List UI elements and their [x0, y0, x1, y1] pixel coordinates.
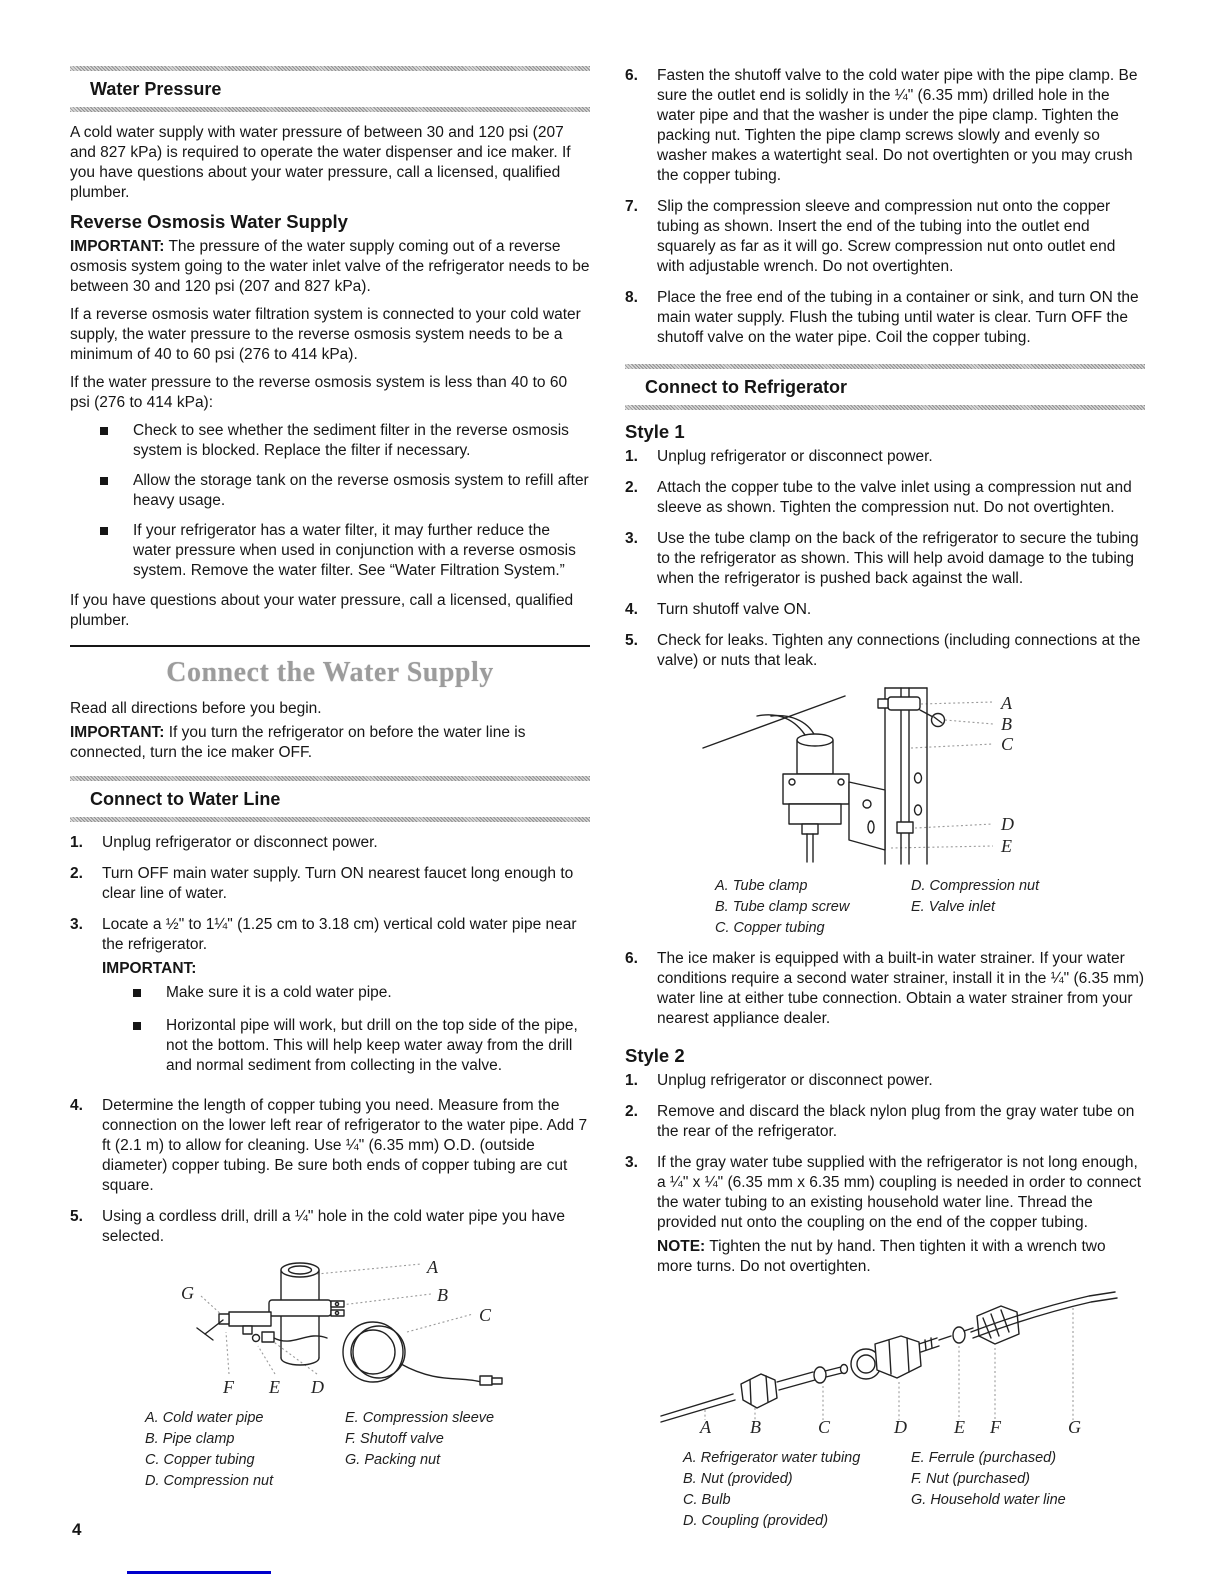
diagram-label-g: G	[1068, 1417, 1081, 1437]
step-text: Using a cordless drill, drill a ¼" hole in the cold water pipe you have selected.	[102, 1208, 565, 1245]
header-rule-bottom	[70, 107, 590, 112]
caption-column	[345, 1408, 590, 1492]
subheading-reverse-osmosis: Reverse Osmosis Water Supply	[70, 211, 348, 232]
diagram-caption: G. Packing nut	[345, 1452, 441, 1468]
divider-rule	[70, 645, 590, 647]
diagram-caption: F. Shutoff valve	[345, 1431, 444, 1447]
step-number: 3.	[625, 530, 638, 547]
tube-clamp-screw	[920, 710, 945, 727]
header-rule-top	[70, 66, 590, 71]
page-title: Connect the Water Supply	[166, 657, 494, 688]
header-rule-bottom	[70, 817, 590, 822]
step-number: 6.	[625, 67, 638, 84]
list-item	[133, 1016, 590, 1080]
numbered-step	[625, 1071, 1145, 1095]
bullet-square-icon	[133, 1022, 141, 1030]
diagram-captions	[683, 1448, 1145, 1532]
numbered-step	[70, 833, 590, 857]
caption-column	[715, 876, 911, 939]
diagram-caption: C. Copper tubing	[715, 920, 825, 936]
diagram-caption: D. Compression nut	[145, 1473, 274, 1489]
diagram-caption: B. Pipe clamp	[145, 1431, 235, 1447]
step-number: 6.	[625, 950, 638, 967]
header-rule-top	[625, 364, 1145, 369]
bulb-end	[777, 1365, 848, 1391]
paragraph: Read all directions before you begin.	[70, 700, 322, 717]
diagram-label-e: E	[954, 1417, 965, 1437]
step-text: Locate a ½" to 1¼" (1.25 cm to 3.18 cm) vertical cold water pipe near the refrigerator.	[102, 916, 577, 953]
diagram-caption: A. Refrigerator water tubing	[683, 1450, 861, 1466]
caption-column	[911, 876, 1145, 939]
diagram-label-d: D	[311, 1377, 324, 1397]
bullet-square-icon	[100, 427, 108, 435]
note-paragraph	[657, 1237, 1145, 1277]
caption-column	[145, 1408, 345, 1492]
mounting-channel	[885, 688, 927, 864]
diagram-caption: D. Coupling (provided)	[683, 1513, 829, 1529]
diagram-caption: E. Valve inlet	[911, 899, 996, 915]
step-number: 5.	[70, 1208, 83, 1225]
numbered-step	[625, 529, 1145, 593]
bullet-square-icon	[133, 989, 141, 997]
step-number: 4.	[625, 601, 638, 618]
header-rule-bottom	[625, 405, 1145, 410]
numbered-step	[625, 631, 1145, 675]
paragraph-important	[70, 237, 590, 297]
diagram-label-b: B	[1001, 714, 1012, 734]
numbered-step	[625, 600, 1145, 624]
important-label: IMPORTANT:	[102, 960, 197, 977]
paragraph-important	[70, 723, 590, 763]
note-text: Tighten the nut by hand. Then tighten it with a wrench two more turns. Do not overtighten.	[657, 1238, 1106, 1275]
list-item	[100, 521, 590, 581]
section-header-connect-refrigerator	[625, 364, 1145, 410]
step-text: Unplug refrigerator or disconnect power.	[657, 1072, 933, 1089]
bullet-text: Horizontal pipe will work, but drill on the top side of the pipe, not the bottom. This will help keep water away from the drill and normal sediment from collecting in the valve.	[166, 1017, 578, 1074]
section-title-connect-water-line: Connect to Water Line	[90, 789, 281, 809]
step-text: Turn OFF main water supply. Turn ON nearest faucet long enough to clear line of water.	[102, 865, 574, 902]
step-number: 5.	[625, 632, 638, 649]
diagram-label-c: C	[479, 1305, 492, 1325]
note-label: NOTE:	[657, 1238, 706, 1255]
numbered-step	[625, 1153, 1145, 1281]
paragraph: If the water pressure to the reverse osmosis system is less than 40 to 60 psi (276 to 414 kPa):	[70, 374, 568, 411]
diagram-label-g: G	[181, 1283, 194, 1303]
coupling-diagram	[625, 1288, 1145, 1442]
copper-tubing-line	[901, 688, 909, 864]
diagram-caption: E. Compression sleeve	[345, 1410, 495, 1426]
step-number: 1.	[625, 448, 638, 465]
diagram-caption: A. Cold water pipe	[145, 1410, 264, 1426]
step-number: 7.	[625, 198, 638, 215]
list-item	[100, 421, 590, 461]
numbered-step	[625, 66, 1145, 190]
step-text: Turn shutoff valve ON.	[657, 601, 812, 618]
diagram-label-b: B	[750, 1417, 761, 1437]
diagram-label-d: D	[894, 1417, 907, 1437]
copper-tubing-coil	[274, 1322, 502, 1385]
subheading-style1: Style 1	[625, 421, 685, 442]
section-title-connect-refrigerator: Connect to Refrigerator	[645, 377, 848, 397]
step-number: 2.	[625, 1103, 638, 1120]
section-title-water-pressure: Water Pressure	[90, 79, 222, 99]
step-text: Slip the compression sleeve and compression nut onto the copper tubing as shown. Insert the end of the tubing into the outlet end squarely as far as it will go. Screw compression nut onto outlet end with adjustable wrench. Do not overtighten.	[657, 198, 1116, 275]
numbered-step	[625, 447, 1145, 471]
numbered-step	[70, 1207, 590, 1251]
diagram-label-a: A	[427, 1257, 438, 1277]
diagram-caption: A. Tube clamp	[715, 878, 808, 894]
diagram-caption: C. Bulb	[683, 1492, 731, 1508]
bullet-text: Check to see whether the sediment filter in the reverse osmosis system is blocked. Replace the filter if necessary.	[133, 422, 569, 459]
diagram-caption: E. Ferrule (purchased)	[911, 1450, 1057, 1466]
water-valve-diagram	[625, 682, 1145, 870]
important-label: IMPORTANT:	[70, 724, 165, 741]
refrigerator-water-tubing	[661, 1394, 735, 1422]
ferrule-purchased	[939, 1327, 973, 1343]
page-number: 4	[72, 1520, 82, 1539]
diagram-label-b: B	[437, 1285, 448, 1305]
important-label: IMPORTANT:	[70, 238, 165, 255]
paragraph: A cold water supply with water pressure of between 30 and 120 psi (207 and 827 kPa) is required to operate the water dispenser and ice maker. If you have questions about your water pressure, call a licensed, qualified plumber.	[70, 124, 571, 201]
section-header-connect-water-line	[70, 776, 590, 822]
step-text: Unplug refrigerator or disconnect power.	[657, 448, 933, 465]
step-number: 1.	[70, 834, 83, 851]
bullet-text: Make sure it is a cold water pipe.	[166, 984, 392, 1001]
numbered-step	[625, 949, 1145, 1033]
diagram-label-f: F	[990, 1417, 1001, 1437]
right-column	[625, 66, 1145, 1544]
list-item	[100, 471, 590, 511]
step-text: Fasten the shutoff valve to the cold water pipe with the pipe clamp. Be sure the outlet end is solidly in the ¼" (6.35 mm) drilled hole in the water pipe and that the washer is under the pipe clamp. Tighten the packing nut. Tighten the pipe clamp screws slowly and evenly so washer makes a watertight seal. Do not overtighten or you may crush the copper tubing.	[657, 67, 1138, 184]
nut-provided	[741, 1374, 777, 1408]
step-number: 8.	[625, 289, 638, 306]
diagram-label-d: D	[1001, 814, 1014, 834]
diagram-caption: D. Compression nut	[911, 878, 1040, 894]
shutoff-valve	[197, 1312, 271, 1340]
step-text: Remove and discard the black nylon plug from the gray water tube on the rear of the refrigerator.	[657, 1103, 1135, 1140]
bullet-square-icon	[100, 477, 108, 485]
footer-accent-line	[127, 1571, 271, 1574]
header-rule-top	[70, 776, 590, 781]
numbered-step	[625, 478, 1145, 522]
step-text: Use the tube clamp on the back of the refrigerator to secure the tubing to the refrigerator as shown. This will help avoid damage to the tubing when the refrigerator is pushed back against the wall.	[657, 530, 1139, 587]
diagram-caption: C. Copper tubing	[145, 1452, 255, 1468]
step-number: 3.	[625, 1154, 638, 1171]
numbered-step	[70, 915, 590, 1089]
subheading-style2: Style 2	[625, 1045, 685, 1066]
important-text: If you turn the refrigerator on before the water line is connected, turn the ice maker OFF.	[70, 724, 526, 761]
diagram-label-a: A	[700, 1417, 711, 1437]
paragraph: If a reverse osmosis water filtration system is connected to your cold water supply, the water pressure to the reverse osmosis system needs to be a minimum of 40 to 60 psi (276 to 414 kPa).	[70, 306, 581, 363]
diagram-captions	[145, 1408, 590, 1492]
diagram-label-c: C	[818, 1417, 831, 1437]
bullet-text: Allow the storage tank on the reverse osmosis system to refill after heavy usage.	[133, 472, 589, 509]
diagram-caption: B. Nut (provided)	[683, 1471, 793, 1487]
caption-column	[683, 1448, 911, 1532]
diagram-captions	[715, 876, 1145, 939]
numbered-step	[625, 1102, 1145, 1146]
diagram-label-c: C	[1001, 734, 1014, 754]
cold-water-pipe-diagram-art	[125, 1258, 545, 1398]
step-text: Check for leaks. Tighten any connections (including connections at the valve) or nuts that leak.	[657, 632, 1141, 669]
two-column-layout	[70, 66, 1145, 1544]
step-number: 1.	[625, 1072, 638, 1089]
diagram-label-e: E	[1001, 836, 1012, 856]
water-valve-assembly	[757, 715, 885, 862]
water-valve-diagram-art	[695, 682, 1035, 867]
diagram-label-f: F	[223, 1377, 234, 1397]
step-number: 4.	[70, 1097, 83, 1114]
important-text: The pressure of the water supply coming out of a reverse osmosis system going to the water inlet valve of the refrigerator needs to be between 30 and 120 psi (207 and 827 kPa).	[70, 238, 590, 295]
tube-clamp	[878, 697, 920, 710]
coupling-provided	[851, 1336, 939, 1379]
cold-water-pipe-diagram	[70, 1258, 590, 1402]
diagram-label-e: E	[269, 1377, 280, 1397]
bullet-square-icon	[100, 527, 108, 535]
numbered-step	[70, 1096, 590, 1200]
diagram-label-a: A	[1001, 693, 1012, 713]
step-text: Determine the length of copper tubing you need. Measure from the connection on the lower left rear of refrigerator to the water pipe. Add 7 ft (2.1 m) to allow for cleaning. Use ¼" (6.35 mm) O.D. (outside diameter) copper tubing. Be sure both ends of copper tubing are cut square.	[102, 1097, 588, 1194]
coupling-diagram-art	[653, 1288, 1123, 1438]
step-text: The ice maker is equipped with a built-in water strainer. If your water conditions require a second water strainer, install it in the ¼" (6.35 mm) water line at either tube connection. Obtain a water strainer from your nearest appliance dealer.	[657, 950, 1145, 1027]
step-text: Attach the copper tube to the valve inlet using a compression nut and sleeve as shown. Tighten the compression nut. Do not overtighten.	[657, 479, 1132, 516]
step-text: Place the free end of the tubing in a container or sink, and turn ON the main water supply. Flush the tubing until water is clear. Turn OFF the shutoff valve on the water pipe. Coil the copper tubing.	[657, 289, 1139, 346]
compression-nut	[897, 822, 913, 833]
caption-column	[911, 1448, 1145, 1532]
diagram-caption: F. Nut (purchased)	[911, 1471, 1031, 1487]
pipe-clamp	[269, 1300, 344, 1316]
paragraph: If you have questions about your water pressure, call a licensed, qualified plumber.	[70, 592, 574, 629]
step-number: 2.	[70, 865, 83, 882]
diagram-caption: B. Tube clamp screw	[715, 899, 850, 915]
list-item	[133, 983, 590, 1007]
step-number: 3.	[70, 916, 83, 933]
numbered-step	[70, 864, 590, 908]
step-text: Unplug refrigerator or disconnect power.	[102, 834, 378, 851]
numbered-step	[625, 288, 1145, 352]
section-header-water-pressure	[70, 66, 590, 112]
compression-fitting	[253, 1332, 275, 1342]
left-column	[70, 66, 590, 1504]
numbered-step	[625, 197, 1145, 281]
step-number: 2.	[625, 479, 638, 496]
nut-purchased	[977, 1306, 1019, 1344]
diagram-caption: G. Household water line	[911, 1492, 1066, 1508]
step-text: If the gray water tube supplied with the refrigerator is not long enough, a ¼" x ¼" (6.35 mm x 6.35 mm) coupling is needed in order to connect the water tubing to an existing household water line. Thread the provided nut onto the coupling on the end of the copper tubing.	[657, 1154, 1141, 1231]
bullet-text: If your refrigerator has a water filter, it may further reduce the water pressure when used in conjunction with a reverse osmosis system. Remove the water filter. See “Water Filtration System.”	[133, 522, 576, 579]
